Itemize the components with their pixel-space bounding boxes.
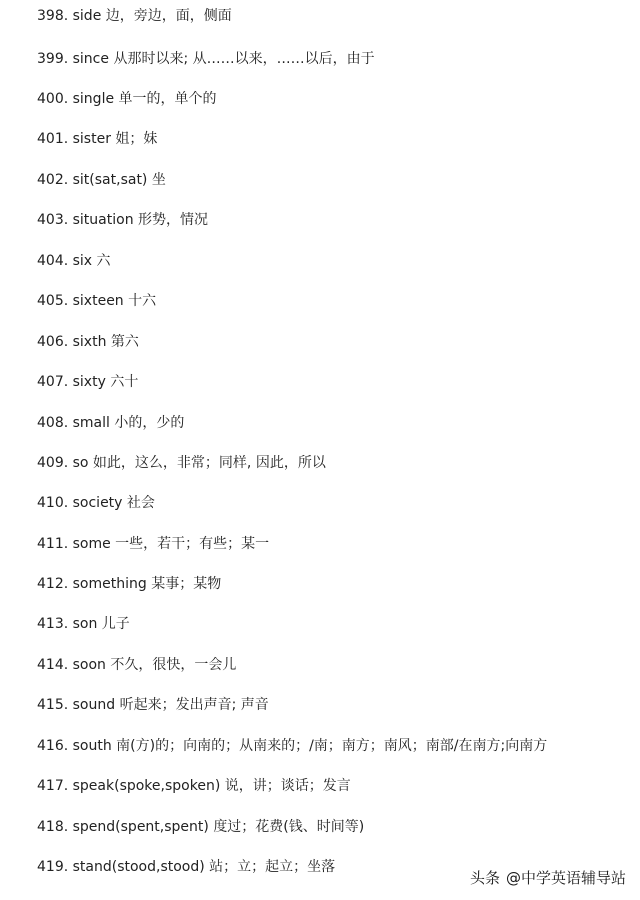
entry-413: 413. son 儿子 (37, 616, 130, 632)
entry-416: 416. south 南(方)的；向南的；从南来的；/南；南方；南风；南部/在南方;向南方 (37, 738, 548, 754)
entry-407: 407. sixty 六十 (37, 374, 139, 390)
entry-417: 417. speak(spoke,spoken) 说，讲；谈话；发言 (37, 778, 351, 794)
entry-399: 399. since 从那时以来; 从……以来，……以后，由于 (37, 51, 375, 67)
entry-419: 419. stand(stood,stood) 站；立；起立；坐落 (37, 859, 336, 875)
watermark-handle: @中学英语辅导站 (505, 869, 626, 887)
watermark-prefix: 头条 (469, 869, 500, 887)
entry-403: 403. situation 形势，情况 (37, 212, 209, 228)
entry-411: 411. some 一些，若干；有些；某一 (37, 536, 270, 552)
entry-402: 402. sit(sat,sat) 坐 (37, 172, 166, 188)
entry-418: 418. spend(spent,spent) 度过；花费(钱、时间等) (37, 819, 365, 835)
entry-408: 408. small 小的，少的 (37, 415, 185, 431)
entry-404: 404. six 六 (37, 253, 111, 269)
entry-409: 409. so 如此，这么，非常；同样, 因此，所以 (37, 455, 326, 471)
entry-405: 405. sixteen 十六 (37, 293, 157, 309)
entry-415: 415. sound 听起来；发出声音; 声音 (37, 697, 269, 713)
entry-410: 410. society 社会 (37, 495, 155, 511)
entry-401: 401. sister 姐；妹 (37, 131, 158, 147)
entry-406: 406. sixth 第六 (37, 334, 139, 350)
entry-398: 398. side 边，旁边，面，侧面 (37, 8, 232, 24)
entry-414: 414. soon 不久，很快，一会儿 (37, 657, 237, 673)
entry-412: 412. something 某事；某物 (37, 576, 222, 592)
entry-400: 400. single 单一的，单个的 (37, 91, 217, 107)
watermark (470, 868, 626, 888)
